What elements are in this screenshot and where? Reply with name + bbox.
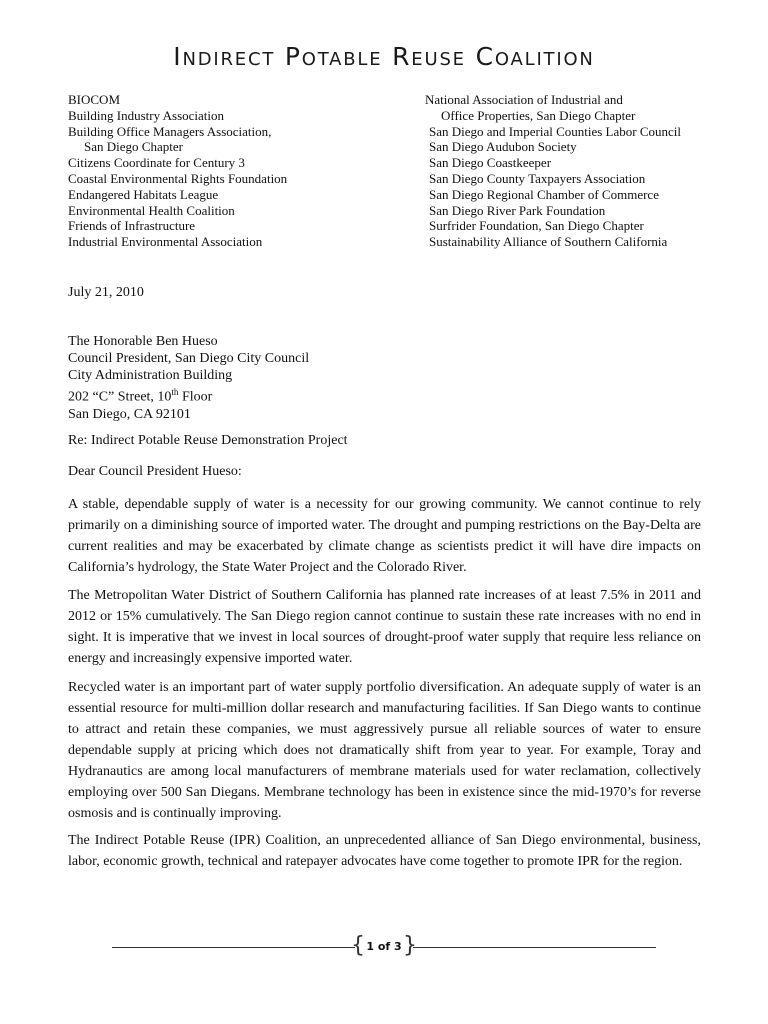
member-item: Environmental Health Coalition (68, 202, 235, 218)
member-item: San Diego and Imperial Counties Labor Council (429, 123, 682, 139)
member-item: BIOCOM (68, 92, 121, 107)
street-text: 202 “C” Street, 10 (68, 389, 172, 405)
address-line: San Diego, CA 92101 (68, 406, 191, 422)
member-item: Building Industry Association (68, 107, 224, 123)
salutation: Dear Council President Hueso: (68, 464, 242, 479)
subject-line: Re: Indirect Potable Reuse Demonstration Project (68, 433, 348, 448)
member-item: Sustainability Alliance of Southern California (429, 234, 668, 250)
member-item: San Diego Coastkeeper (429, 155, 552, 171)
member-item: San Diego River Park Foundation (429, 202, 606, 218)
page-footer (0, 932, 768, 962)
address-line: Council President, San Diego City Council (68, 351, 310, 366)
recipient-address (68, 333, 701, 423)
floor-text: Floor (178, 389, 213, 405)
ordinal-suffix: th (171, 387, 179, 397)
member-item: Endangered Habitats League (68, 186, 219, 202)
member-item: Coastal Environmental Rights Foundation (68, 170, 288, 186)
footer-rule-left (112, 947, 355, 948)
letter-date: July 21, 2010 (68, 285, 144, 300)
member-item: Surfrider Foundation, San Diego Chapter (429, 218, 644, 234)
members-list-left (68, 92, 287, 250)
address-line: City Administration Building (68, 368, 233, 383)
left-brace-icon: { (351, 933, 365, 958)
member-item: San Diego Chapter (84, 139, 183, 155)
member-item: Friends of Infrastructure (68, 218, 196, 234)
address-line: The Honorable Ben Hueso (68, 334, 218, 349)
right-brace-icon: } (403, 933, 417, 958)
footer-rule-right (413, 947, 656, 948)
member-item: Office Properties, San Diego Chapter (441, 107, 636, 123)
member-item: San Diego Audubon Society (429, 139, 577, 155)
member-item: San Diego Regional Chamber of Commerce (429, 186, 659, 202)
page-number: 1 of 3 (366, 940, 402, 953)
member-item: Industrial Environmental Association (68, 234, 263, 250)
member-item: San Diego County Taxpayers Association (429, 170, 646, 186)
member-item: National Association of Industrial and (425, 92, 623, 107)
body-paragraph: A stable, dependable supply of water is a necessity for our growing community. We cannot continue to rely primarily on a diminishing source of imported water. The drought and pumping restrictions on the Bay-Delta are current realities and may be exacerbated by climate change as scientists predict it will have dire impacts on California’s hydrology, the State Water Project and the Colorado River. (68, 497, 701, 575)
members-list-right (425, 92, 681, 250)
body-paragraph: Recycled water is an important part of water supply portfolio diversification. An adequate supply of water is an essential resource for multi-million dollar research and manufacturing facilities. If San Diego wants to continue to attract and retain these companies, we must aggressively pursue all reliable sources of water to ensure dependable supply at pricing which does not dramatically shift from year to year. For example, Toray and Hydranautics are among local manufacturers of membrane materials used for water reclamation, collectively employing over 500 San Diegans. Membrane technology has been in existence since the mid-1970’s for reverse osmosis and is continually improving. (68, 680, 701, 821)
member-item: Building Office Managers Association, (68, 123, 272, 139)
body-paragraph: The Indirect Potable Reuse (IPR) Coalition, an unprecedented alliance of San Diego environmental, business, labor, economic growth, technical and ratepayer advocates have come together to promote IPR for the region. (68, 833, 701, 869)
member-item: Citizens Coordinate for Century 3 (68, 155, 245, 171)
address-line (68, 384, 701, 406)
coalition-title: Indirect Potable Reuse Coalition (173, 42, 595, 71)
body-paragraph: The Metropolitan Water District of Southern California has planned rate increases of at least 7.5% in 2011 and 2012 or 15% cumulatively. The San Diego region cannot continue to sustain these rate increases with no end in sight. It is imperative that we invest in local sources of drought-proof water supply that require less reliance on energy and increasingly expensive imported water. (68, 588, 701, 666)
